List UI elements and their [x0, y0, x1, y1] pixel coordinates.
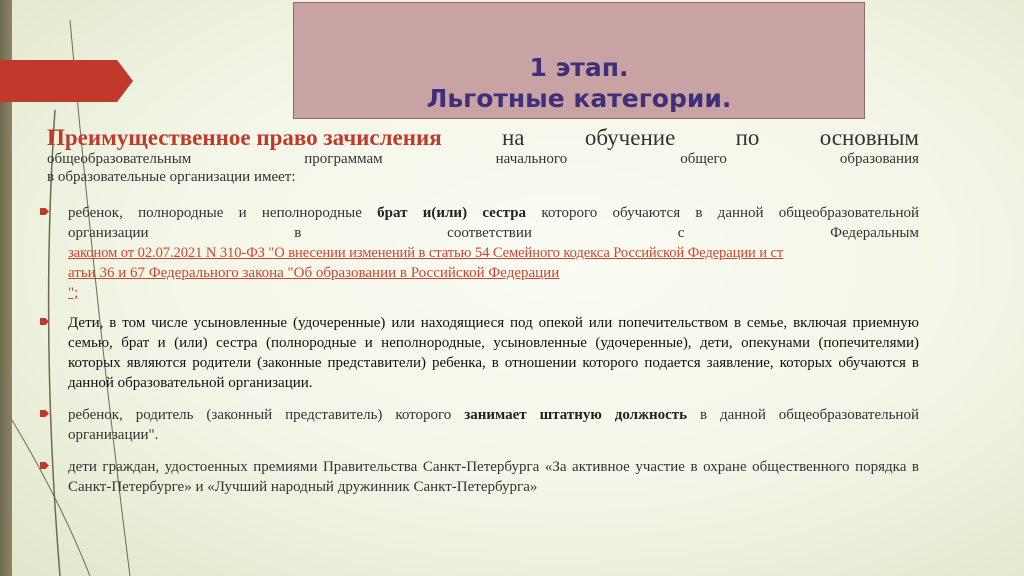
bullet-word: с	[677, 225, 685, 241]
title-line-1: 1 этап.	[529, 53, 629, 82]
bullet-word: Федеральным	[830, 225, 919, 241]
bullet-word: организации	[68, 225, 149, 241]
list-item	[40, 457, 919, 497]
bullet-text: ребенок, полнородные и неполнородные	[68, 205, 378, 221]
intro-word: общего	[680, 151, 727, 167]
list-item	[40, 313, 919, 393]
bullet-line	[68, 223, 919, 243]
bullet-bold-text: брат и(или) сестра	[377, 205, 527, 221]
law-link[interactable]: ";	[68, 285, 79, 301]
intro-word: основным	[819, 125, 919, 150]
bullet-arrow-icon	[40, 208, 49, 215]
bullet-text: которого обучаются в данной общеобразовательной	[526, 205, 920, 221]
intro-word: на	[502, 125, 525, 150]
intro-word: по	[735, 125, 760, 150]
intro-red-text: Преимущественное право зачисления	[47, 125, 442, 150]
list-item	[40, 405, 919, 445]
bullet-text: дети граждан, удостоенных премиями Правительства Санкт-Петербурга «За активное участие в охране общественного порядка в Санкт-Петербурге» и «Лучший народный дружинник Санкт-Петербурга»	[68, 459, 919, 495]
bullet-arrow-icon	[40, 410, 49, 417]
title-box	[293, 2, 865, 119]
law-link[interactable]: законом от 02.07.2021 N 310-ФЗ "О внесении изменений в статью 54 Семейного кодекса Российской Федерации и ст	[68, 245, 784, 261]
bullet-word: соответствии	[447, 225, 532, 241]
list-item	[40, 203, 919, 303]
intro-line-1	[47, 124, 919, 151]
intro-word: образования	[839, 151, 919, 167]
intro-paragraph	[47, 124, 919, 187]
intro-word: начального	[495, 151, 568, 167]
law-link[interactable]: атьи 36 и 67 Федерального закона "Об образовании в Российской Федерации	[68, 265, 560, 281]
intro-word: обучение	[584, 125, 676, 150]
bullet-word: в	[294, 225, 302, 241]
bullet-arrow-icon	[40, 318, 49, 325]
title-line-2: Льготные категории.	[426, 84, 732, 113]
bullet-text: ребенок, родитель (законный представитель) которого	[68, 407, 465, 423]
bullet-text: Дети, в том числе усыновленные (удочеренные) или находящиеся под опекой или попечительством в семье, включая приемную семью, брат и (или) сестра (полнородные и неполнородные, усыновленные (удочеренные), дети, опекунами (попечителями) которых являются родители (законные представители) ребенка, в отношении которого подается заявление, которых обучаются в данной образовательной организации.	[68, 315, 919, 391]
intro-word: программам	[304, 151, 383, 167]
intro-line-3: в образовательные организации имеет:	[47, 169, 296, 185]
bullet-arrow-icon	[40, 462, 49, 469]
bullet-text: в данной общеобразовательной организации".	[68, 407, 919, 443]
red-arrow-decor	[0, 60, 133, 102]
intro-word: общеобразовательным	[47, 151, 192, 167]
bullet-bold-text: занимает штатную должность	[464, 407, 688, 423]
intro-line-2	[47, 151, 919, 168]
